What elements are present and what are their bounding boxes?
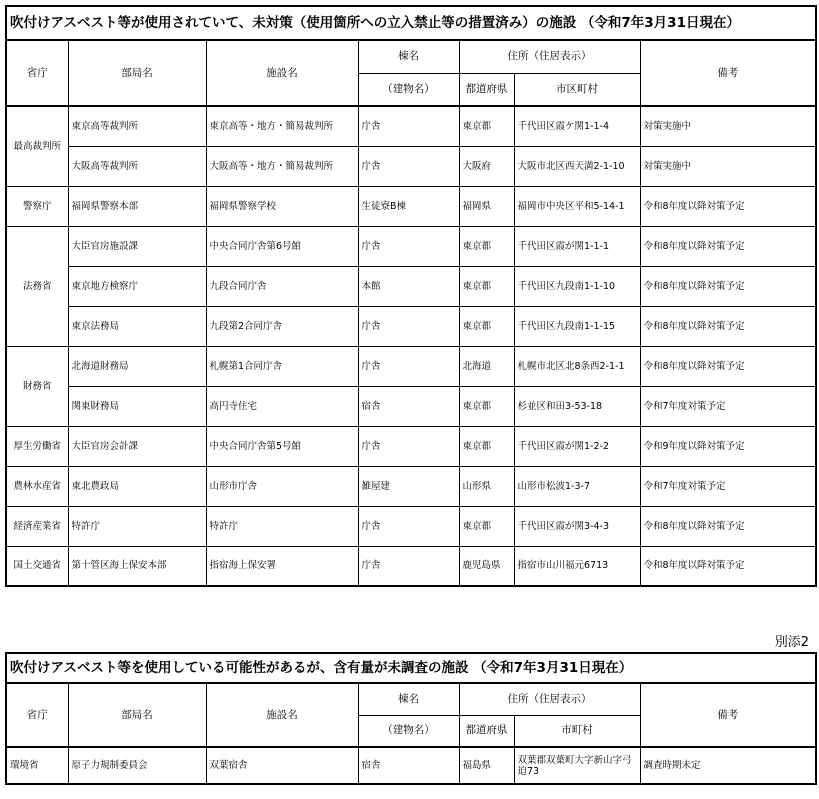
cell-city: 山形市松波1-3-7 (514, 466, 640, 506)
header-bureau: 部局名 (68, 40, 206, 106)
cell-ministry: 環境省 (6, 747, 68, 784)
cell-city: 千代田区霞が関1-2-2 (514, 426, 640, 466)
cell-facility: 中央合同庁舎第5号館 (206, 426, 358, 466)
cell-building: 庁舎 (358, 146, 459, 186)
cell-bureau: 大臣官房施設課 (68, 226, 206, 266)
cell-city: 大阪市北区西天満2-1-10 (514, 146, 640, 186)
cell-prefecture: 山形県 (459, 466, 514, 506)
cell-remarks: 令和7年度対策予定 (640, 386, 816, 426)
cell-ministry: 国土交通省 (6, 546, 68, 586)
cell-ministry: 農林水産省 (6, 466, 68, 506)
header-city: 市町村 (514, 715, 640, 747)
header-city: 市区町村 (514, 73, 640, 106)
header-ministry: 省庁 (6, 40, 68, 106)
cell-bureau: 北海道財務局 (68, 346, 206, 386)
cell-city: 福岡市中央区平和5-14-1 (514, 186, 640, 226)
cell-remarks: 令和8年度以降対策予定 (640, 346, 816, 386)
table-row (6, 546, 816, 586)
cell-building: 本館 (358, 266, 459, 306)
cell-prefecture: 大阪府 (459, 146, 514, 186)
cell-prefecture: 東京都 (459, 386, 514, 426)
header-building-sub: （建物名） (358, 73, 459, 106)
header-prefecture: 都道府県 (459, 715, 514, 747)
cell-prefecture: 東京都 (459, 306, 514, 346)
header-ministry: 省庁 (6, 683, 68, 747)
cell-remarks: 令和8年度以降対策予定 (640, 546, 816, 586)
cell-ministry: 警察庁 (6, 186, 68, 226)
cell-remarks: 調査時期未定 (640, 747, 816, 784)
header-facility: 施設名 (206, 683, 358, 747)
asbestos-facilities-table (5, 5, 817, 587)
table-row (6, 386, 816, 426)
cell-ministry: 経済産業省 (6, 506, 68, 546)
cell-prefecture: 福島県 (459, 747, 514, 784)
table-row (6, 186, 816, 226)
cell-facility: 札幌第1合同庁舎 (206, 346, 358, 386)
cell-building: 庁舎 (358, 346, 459, 386)
cell-remarks: 令和9年度以降対策予定 (640, 426, 816, 466)
cell-building: 庁舎 (358, 306, 459, 346)
cell-bureau: 東京地方検察庁 (68, 266, 206, 306)
table-row (6, 146, 816, 186)
cell-prefecture: 東京都 (459, 226, 514, 266)
table-row (6, 466, 816, 506)
cell-remarks: 令和8年度以降対策予定 (640, 186, 816, 226)
table-row (6, 426, 816, 466)
table1-title: 吹付けアスベスト等が使用されていて、未対策（使用箇所への立入禁止等の措置済み）の施設 （令和7年3月31日現在） (6, 6, 816, 40)
cell-building: 宿舎 (358, 386, 459, 426)
annex-label: 別添2 (774, 635, 809, 650)
cell-bureau: 福岡県警察本部 (68, 186, 206, 226)
cell-city: 千代田区九段南1-1-10 (514, 266, 640, 306)
cell-facility: 大阪高等・地方・簡易裁判所 (206, 146, 358, 186)
cell-city: 千代田区霞が関1-1-1 (514, 226, 640, 266)
header-building: 棟名 (358, 40, 459, 73)
header-bureau: 部局名 (68, 683, 206, 747)
cell-building: 庁舎 (358, 426, 459, 466)
cell-building: 庁舎 (358, 106, 459, 146)
cell-building: 庁舎 (358, 546, 459, 586)
cell-ministry: 最高裁判所 (6, 106, 68, 186)
cell-bureau: 特許庁 (68, 506, 206, 546)
cell-remarks: 対策実施中 (640, 146, 816, 186)
cell-facility: 指宿海上保安署 (206, 546, 358, 586)
table-row (6, 346, 816, 386)
cell-facility: 高円寺住宅 (206, 386, 358, 426)
header-facility: 施設名 (206, 40, 358, 106)
cell-bureau: 関東財務局 (68, 386, 206, 426)
cell-city: 札幌市北区北8条西2-1-1 (514, 346, 640, 386)
cell-city: 千代田区霞ケ関1-1-4 (514, 106, 640, 146)
cell-remarks: 令和7年度対策予定 (640, 466, 816, 506)
cell-building: 庁舎 (358, 506, 459, 546)
cell-prefecture: 東京都 (459, 426, 514, 466)
cell-facility: 東京高等・地方・簡易裁判所 (206, 106, 358, 146)
table-row (6, 226, 816, 266)
cell-prefecture: 鹿児島県 (459, 546, 514, 586)
cell-bureau: 大臣官房会計課 (68, 426, 206, 466)
cell-city: 杉並区和田3-53-18 (514, 386, 640, 426)
cell-bureau: 第十管区海上保安本部 (68, 546, 206, 586)
cell-facility: 九段第2合同庁舎 (206, 306, 358, 346)
header-remarks: 備考 (640, 40, 816, 106)
cell-building: 雑屋建 (358, 466, 459, 506)
table-row (6, 266, 816, 306)
header-building: 棟名 (358, 683, 459, 715)
table-row (6, 747, 816, 784)
cell-building: 庁舎 (358, 226, 459, 266)
cell-facility: 福岡県警察学校 (206, 186, 358, 226)
table2-title: 吹付けアスベスト等を使用している可能性があるが、含有量が未調査の施設 （令和7年3月31日現在） (6, 653, 816, 683)
header-address: 住所（住居表示） (459, 40, 640, 73)
cell-city: 千代田区霞が関3-4-3 (514, 506, 640, 546)
cell-city: 千代田区九段南1-1-15 (514, 306, 640, 346)
table-row (6, 306, 816, 346)
cell-prefecture: 北海道 (459, 346, 514, 386)
cell-remarks: 対策実施中 (640, 106, 816, 146)
cell-bureau: 東京高等裁判所 (68, 106, 206, 146)
header-address: 住所（住居表示） (459, 683, 640, 715)
header-remarks: 備考 (640, 683, 816, 747)
cell-remarks: 令和8年度以降対策予定 (640, 266, 816, 306)
asbestos-unsurveyed-table (5, 652, 817, 785)
cell-ministry: 法務省 (6, 226, 68, 346)
cell-prefecture: 福岡県 (459, 186, 514, 226)
cell-bureau: 東京法務局 (68, 306, 206, 346)
header-building-sub: （建物名） (358, 715, 459, 747)
cell-building: 宿舎 (358, 747, 459, 784)
cell-facility: 双葉宿舎 (206, 747, 358, 784)
cell-remarks: 令和8年度以降対策予定 (640, 306, 816, 346)
cell-facility: 中央合同庁舎第6号館 (206, 226, 358, 266)
header-prefecture: 都道府県 (459, 73, 514, 106)
cell-facility: 山形市庁舎 (206, 466, 358, 506)
cell-bureau: 東北農政局 (68, 466, 206, 506)
cell-prefecture: 東京都 (459, 506, 514, 546)
cell-city: 双葉郡双葉町大字新山字弓迫73 (514, 747, 640, 784)
cell-ministry: 財務省 (6, 346, 68, 426)
cell-city: 指宿市山川福元6713 (514, 546, 640, 586)
cell-building: 生徒寮B棟 (358, 186, 459, 226)
cell-ministry: 厚生労働省 (6, 426, 68, 466)
cell-remarks: 令和8年度以降対策予定 (640, 506, 816, 546)
cell-bureau: 大阪高等裁判所 (68, 146, 206, 186)
cell-remarks: 令和8年度以降対策予定 (640, 226, 816, 266)
cell-prefecture: 東京都 (459, 106, 514, 146)
table-row (6, 106, 816, 146)
cell-prefecture: 東京都 (459, 266, 514, 306)
cell-bureau: 原子力規制委員会 (68, 747, 206, 784)
table-row (6, 506, 816, 546)
cell-facility: 特許庁 (206, 506, 358, 546)
cell-facility: 九段合同庁舎 (206, 266, 358, 306)
